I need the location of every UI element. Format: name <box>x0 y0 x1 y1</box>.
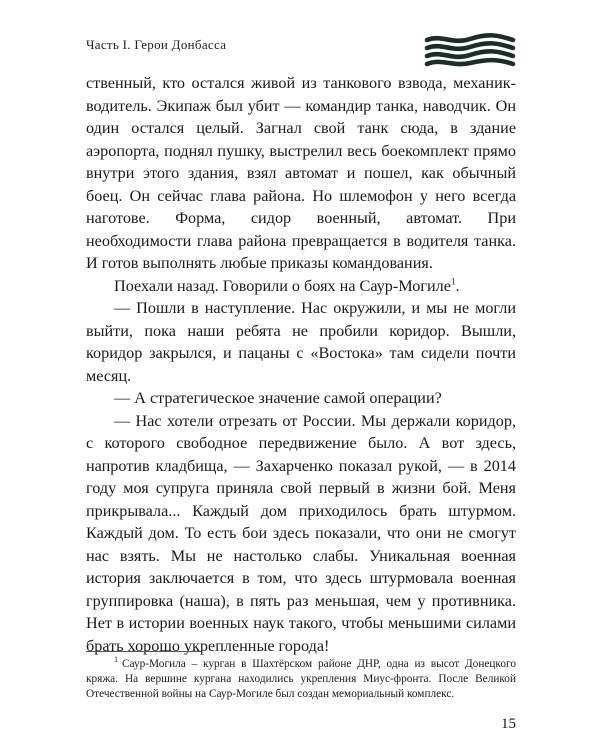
ribbon-stripes-icon <box>424 33 516 67</box>
footnote-divider <box>86 651 201 652</box>
paragraph-question: — А стратегическое значение самой операции? <box>114 389 442 407</box>
paragraph-text: Поехали назад. Говорили о боях на Саур-Могиле <box>114 276 451 295</box>
main-text <box>86 72 516 657</box>
paragraph-continuation: ственный, кто остался живой из танкового взвода, механик-водитель. Экипаж был убит — командир танка, наводчик. Он один остался целый. Загнал свой танк сюда, в здание аэропорта, поднял пушку, выстрелил весь боекомплект прямо внутри этого здания, взял автомат и пошел, как обычный боец. Он сейчас глава района. Но шлемофон у него всегда наготове. Форма, сидор военный, автомат. При необходимости глава района превращается в водителя танка. И готов выполнять любые приказы командования. <box>86 74 516 272</box>
paragraph-dialogue-2: — Нас хотели отрезать от России. Мы держали коридор, с которого свободное передвижение было. А вот здесь, напротив кладбища, — Захарченко показал рукой, — в 2014 году моя супруга приняла свой первый в жизни бой. Меня прикрывала... Каждый дом приходилось брать штурмом. Каждый дом. То есть бои здесь показали, что они не смогут нас взять. Мы не настолько слабы. Уникальная военная история заключается в том, что здесь штурмовала военная группировка (наша), в пять раз меньшая, чем у противника. Нет в истории военных наук такого, чтобы меньшими силами брать хорошо укрепленные города! <box>86 411 516 655</box>
footnote-text: Саур-Могила – курган в Шахтёрском районе ДНР, одна из высот Донецкого кряжа. На вершине кургана находились укрепления Миус-фронта. После Великой Отечественной войны на Саур-Могиле был создан мемориальный комплекс. <box>86 658 516 701</box>
paragraph-period: . <box>455 276 460 295</box>
paragraph-saur-mogila <box>86 275 516 298</box>
running-title: Часть I. Герои Донбасса <box>86 37 227 52</box>
page-header <box>86 33 516 69</box>
footnote <box>86 657 516 703</box>
paragraph-dialogue-1: — Пошли в наступление. Нас окружили, и мы не могли выйти, пока наши ребята не пробили коридор. Вышли, коридор закрылся, и пацаны с «Востока» там сидели почти месяц. <box>86 299 516 385</box>
footnote-mark: 1 <box>114 655 118 665</box>
footnote-reference: 1 <box>450 276 456 287</box>
page-number: 15 <box>501 716 516 732</box>
